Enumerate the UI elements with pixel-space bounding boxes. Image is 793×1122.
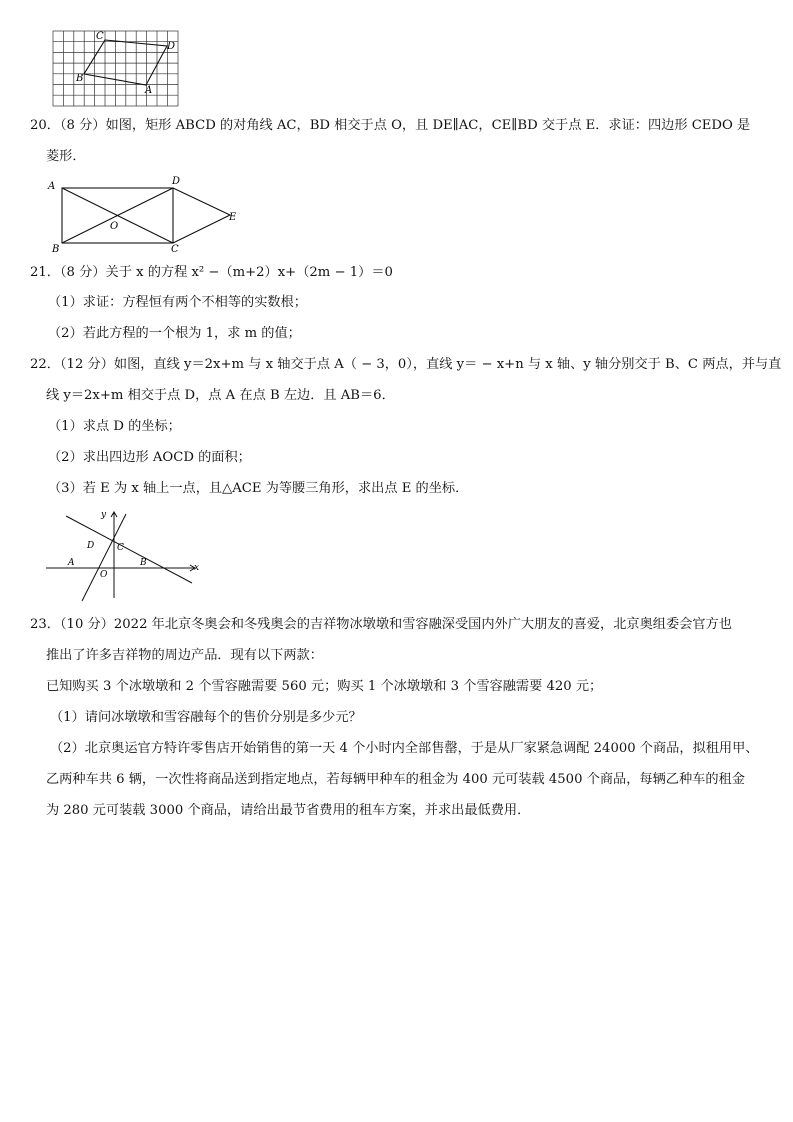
q22-stem-line2: 线 y＝2x+m 相交于点 D，点 A 在点 B 左边．且 AB＝6． bbox=[46, 388, 395, 403]
graph-lines bbox=[66, 514, 192, 601]
coordinate-figure-q22 bbox=[40, 506, 210, 602]
label-c: C bbox=[117, 543, 124, 553]
q23-part2-line1: （2）北京奥运官方特许零售店开始销售的第一天 4 个小时内全部售罄，于是从厂家紧急调配 24000 个商品，拟租用甲、 bbox=[50, 741, 759, 756]
label-c: C bbox=[171, 244, 179, 255]
label-x: x bbox=[194, 563, 200, 573]
rectangle-figure-q20 bbox=[45, 175, 245, 255]
grid-lines bbox=[53, 31, 178, 106]
q22-part2: （2）求出四边形 AOCD 的面积； bbox=[48, 450, 251, 465]
q23-part2-line3: 为 280 元可装载 3000 个商品，请给出最节省费用的租车方案，并求出最低费用． bbox=[46, 803, 531, 818]
label-e: E bbox=[229, 212, 237, 223]
q21-stem: 21．（8 分）关于 x 的方程 x² −（m+2）x+（2m − 1）＝0 bbox=[30, 265, 393, 280]
label-c: C bbox=[96, 31, 104, 42]
q23-stem-line2: 推出了许多吉祥物的周边产品．现有以下两款： bbox=[46, 648, 323, 663]
q22-stem-line1: 22．（12 分）如图，直线 y＝2x+m 与 x 轴交于点 A（ − 3，0），直线 y＝ − x+n 与 x 轴、y 轴分别交于 B、C 两点，并与直 bbox=[30, 357, 782, 372]
label-o: O bbox=[110, 221, 119, 232]
q21-part2: （2）若此方程的一个根为 1，求 m 的值； bbox=[48, 326, 301, 341]
rectangle-lines bbox=[62, 188, 230, 243]
q23-stem-line1: 23．（10 分）2022 年北京冬奥会和冬残奥会的吉祥物冰墩墩和雪容融深受国内外广大朋友的喜爱，北京奥组委会官方也 bbox=[30, 617, 732, 632]
q22-part3: （3）若 E 为 x 轴上一点，且△ACE 为等腰三角形，求出点 E 的坐标． bbox=[48, 481, 469, 496]
label-y: y bbox=[101, 510, 107, 520]
q20-stem-line2: 菱形． bbox=[46, 149, 86, 164]
label-b: B bbox=[140, 558, 147, 568]
label-a: A bbox=[68, 558, 75, 568]
q23-stem-line3: 已知购买 3 个冰墩墩和 2 个雪容融需要 560 元；购买 1 个冰墩墩和 3 个雪容融需要 420 元； bbox=[46, 679, 603, 694]
label-b: B bbox=[76, 73, 84, 84]
label-b: B bbox=[52, 244, 60, 255]
label-a: A bbox=[48, 181, 56, 192]
q22-part1: （1）求点 D 的坐标； bbox=[48, 419, 181, 434]
label-d: D bbox=[87, 541, 95, 551]
q23-part2-line2: 乙两种车共 6 辆，一次性将商品送到指定地点，若每辆甲种车的租金为 400 元可装载 4500 个商品，每辆乙种车的租金 bbox=[46, 772, 745, 787]
q20-stem-line1: 20．（8 分）如图，矩形 ABCD 的对角线 AC，BD 相交于点 O，且 DE∥AC，CE∥BD 交于点 E．求证：四边形 CEDO 是 bbox=[30, 118, 751, 133]
label-d: D bbox=[172, 176, 181, 187]
q23-part1: （1）请问冰墩墩和雪容融每个的售价分别是多少元？ bbox=[50, 710, 362, 725]
grid-figure-q19 bbox=[50, 30, 180, 108]
q21-part1: （1）求证：方程恒有两个不相等的实数根； bbox=[48, 295, 307, 310]
label-a: A bbox=[145, 85, 153, 96]
label-o: O bbox=[100, 570, 108, 580]
label-d: D bbox=[167, 41, 176, 52]
